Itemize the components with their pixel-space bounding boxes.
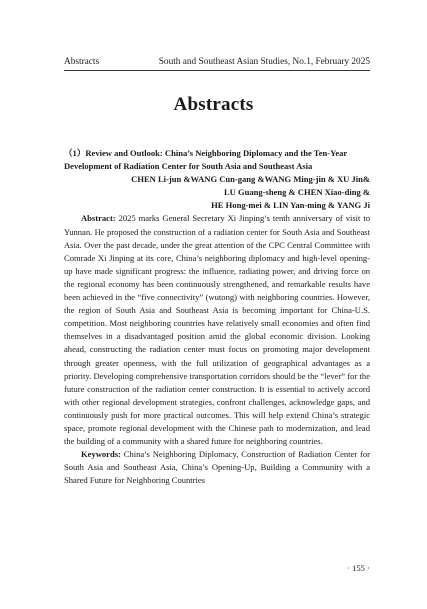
article-title: （1）Review and Outlook: China’s Neighboring Diplomacy and the Ten-Year Development of Radiation Center for South Asia and Southeast Asia: [64, 148, 348, 172]
keywords-label: Keywords:: [81, 449, 121, 460]
keywords-text: China’s Neighboring Diplomacy, Construction of Radiation Center for South Asia and Southeast Asia, China’s Opening-Up, Building a Community with a Shared Future for Neighboring Countries: [64, 449, 370, 486]
header-journal-info: South and Southeast Asian Studies, No.1, February 2025: [158, 57, 370, 67]
abstract-label: Abstract:: [81, 213, 116, 224]
keywords-paragraph: [64, 448, 370, 487]
page-number: · 155 ·: [347, 563, 370, 573]
abstract-entry: [64, 147, 370, 487]
author-line-3: HE Hong-mei & LIN Yan-ming & YANG Ji: [211, 200, 370, 211]
page-title: Abstracts: [173, 94, 254, 115]
abstract-paragraph: [64, 212, 370, 448]
header-section-label: Abstracts: [64, 57, 100, 67]
abstract-text: 2025 marks General Secretary Xi Jinping’s tenth anniversary of visit to Yunnan. He proposed the construction of a radiation center for South Asia and Southeast Asia. Over the past decade, under the great attention of the CPC Central Committee with Comrade Xi Jinping at its core, China’s neighboring diplomacy and high-level opening-up have made significant progress: the influence, radiating power, and driving force on the regional economy has been continuously strengthened, and remarkable results have been achieved in the “five connectivity” (wutong) with neighboring countries. However, the region of South Asia and Southeast Asia is becoming important for China-U.S. competition. Most neighboring countries have relatively small economies and often find themselves in a disadvantaged position amid the global economic division. Looking ahead, constructing the radiation center must focus on promoting major development through greater openness, with the full utilization of geographical advantages as a priority. Developing comprehensive transportation corridors should be the “lever” for the future construction of the radiation center construction. It is essential to actively accord with other regional development strategies, confront challenges, acknowledge gaps, and continuously push for more practical outcomes. This will help extend China’s strategic space, promote regional development with the Chinese path to modernization, and lead the building of a community with a shared future for neighboring countries.: [64, 213, 371, 447]
header-rule: [64, 70, 370, 71]
running-header: [64, 56, 370, 70]
author-line-1: CHEN Li-jun &WANG Cun-gang &WANG Ming-jin & XU Jin&: [131, 174, 370, 185]
author-line-2: LU Guang-sheng & CHEN Xiao-ding &: [223, 187, 370, 198]
